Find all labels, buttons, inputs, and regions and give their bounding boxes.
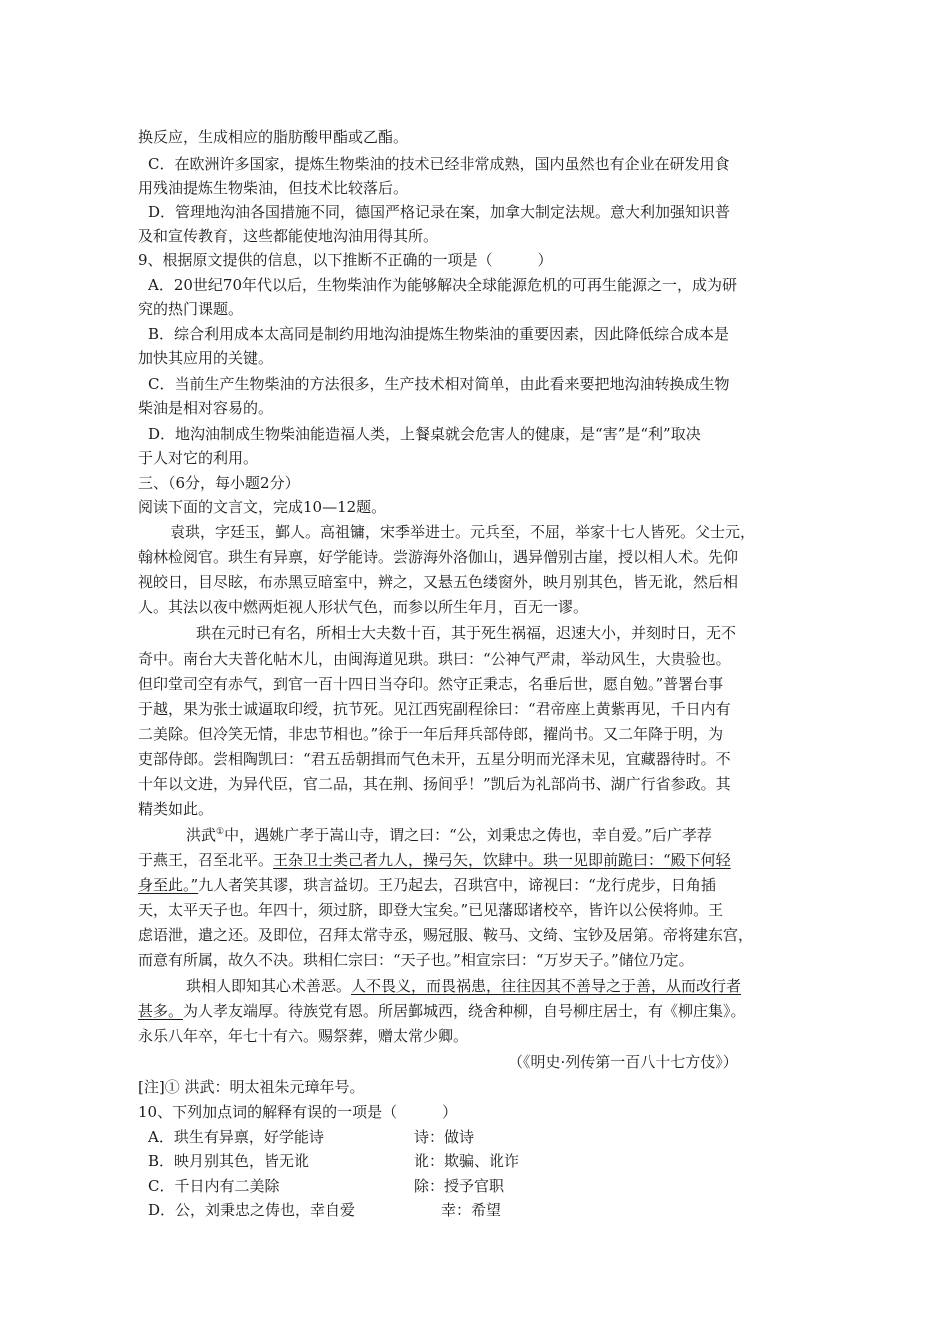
- underlined-sentence: 王杂卫士类己者九人，操弓矢，饮肆中。珙一见即前跪曰：“殿下何轻: [273, 851, 731, 869]
- passage-text: 于燕王，召至北平。: [138, 851, 274, 869]
- option-d-line: D．管理地沟油各国措施不同，德国严格记录在案，加拿大制定法规。意大利加强知识普: [148, 203, 731, 221]
- passage-text: 九人者笑其谬，珙言益切。王乃起去，召珙宫中，谛视曰：“龙行虎步，日角插: [198, 876, 716, 894]
- q9-option-b: B．综合利用成本太高同是制约用地沟油提炼生物柴油的重要因素，因此降低综合成本是: [148, 325, 730, 343]
- passage-line: 永乐八年卒，年七十有六。赐祭葬，赠太常少卿。: [138, 1027, 469, 1045]
- passage-line: 奇中。南台大夫普化帖木儿，由闽海道见珙。珙曰：“公神气严肃，举动风生，大贵验也。: [138, 650, 731, 668]
- passage-line: 人。其法以夜中燃两炬视人形状气色，而参以所生年月，百无一谬。: [138, 598, 589, 616]
- reading-instruction: 阅读下面的文言文，完成10—12题。: [138, 498, 387, 516]
- section-heading: 三、（6分，每小题2分）: [138, 474, 300, 492]
- q10-option-a-gloss: 诗：做诗: [414, 1128, 475, 1146]
- text-line: 于人对它的利用。: [138, 449, 259, 467]
- passage-text: 为人孝友端厚。待族党有恩。所居鄞城西，绕舍种柳，自号柳庄居士，有《柳庄集》。: [183, 1002, 746, 1020]
- passage-line: [186, 824, 712, 846]
- q9-option-d: D．地沟油制成生物柴油能造福人类，上餐桌就会危害人的健康，是“害”是“利”取决: [148, 425, 701, 443]
- passage-text: 珙相人即知其心术善恶。: [186, 977, 352, 995]
- q10-option-c: C．千日内有二美除: [148, 1177, 280, 1195]
- passage-line: [138, 1000, 746, 1022]
- q10-option-c-gloss: 除：授予官职: [414, 1177, 505, 1195]
- passage-line: 袁珙，字廷玉，鄞人。高祖镛，宋季举进士。元兵至，不屈，举家十七人皆死。父士元，: [170, 523, 756, 541]
- passage-line: 吏部侍郎。尝相陶凯曰：“君五岳朝揖而气色未开，五星分明而光泽未见，宜藏器待时。不: [138, 750, 731, 768]
- q10-option-d: D．公，刘秉忠之俦也，幸自爱: [148, 1201, 356, 1219]
- q9-option-c: C．当前生产生物柴油的方法很多，生产技术相对简单，由此看来要把地沟油转换成生物: [148, 375, 730, 393]
- passage-line: 而意有所属，故久不决。珙相仁宗曰：“天子也。”相宣宗曰：“万岁天子。”储位乃定。: [138, 951, 694, 969]
- passage-line: 天，太平天子也。年四十，须过脐，即登大宝矣。”已见藩邸诸校卒，皆许以公侯将帅。王: [138, 901, 724, 919]
- footnote-marker: ①: [216, 827, 225, 837]
- hongwu-term: 洪武: [186, 826, 217, 844]
- text-line: 用残油提炼生物柴油，但技术比较落后。: [138, 179, 409, 197]
- passage-line: 精类如此。: [138, 800, 214, 818]
- passage-line: 视皎日，目尽眩，布赤黑豆暗室中，辨之，又悬五色缕窗外，映月别其色，皆无讹，然后相: [138, 573, 739, 591]
- option-c-line: C．在欧洲许多国家，提炼生物柴油的技术已经非常成熟，国内虽然也有企业在研发用食: [148, 155, 730, 173]
- underlined-sentence: 身至此。”: [138, 876, 199, 894]
- footnote: [注]① 洪武：明太祖朱元璋年号。: [138, 1078, 365, 1096]
- passage-line: 十年以文进，为异代臣，官二品，其在荆、扬间乎！”凯后为礼部尚书、湖广行省参政。其: [138, 775, 731, 793]
- passage-line: [186, 975, 741, 997]
- text-line: 换反应，生成相应的脂肪酸甲酯或乙酯。: [138, 128, 409, 146]
- question-10-stem: 10、下列加点词的解释有误的一项是（ ）: [138, 1103, 458, 1121]
- source-citation: （《明史·列传第一百八十七方伎》）: [508, 1053, 738, 1071]
- passage-line: 珙在元时已有名，所相士大夫数十百，其于死生祸福，迟速大小，并刻时日，无不: [196, 624, 737, 642]
- text-line: 究的热门课题。: [138, 300, 244, 318]
- text-line: 柴油是相对容易的。: [138, 399, 274, 417]
- passage-line: [138, 849, 731, 871]
- passage-line: 于越，果为张士诚逼取印绶，抗节死。见江西宪副程徐曰：“君帝座上黄紫再见，千日内有: [138, 700, 731, 718]
- q10-option-d-gloss: 幸：希望: [441, 1201, 502, 1219]
- passage-text: 中，遇姚广孝于嵩山寺，谓之曰：“公，刘秉忠之俦也，幸自爱。”后广孝荐: [224, 826, 712, 844]
- underlined-sentence: 人不畏义，而畏祸患，往往因其不善导之于善，从而改行者: [351, 977, 742, 995]
- passage-line: 但印堂司空有赤气，到官一百十四日当夺印。然守正秉志，名垂后世，愿自勉。”普署台事: [138, 675, 724, 693]
- passage-line: 虑语泄，遣之还。及即位，召拜太常寺丞，赐冠服、鞍马、文绮、宝钞及居第。帝将建东宫，: [138, 926, 754, 944]
- passage-line: 翰林检阅官。珙生有异禀，好学能诗。尝游海外洛伽山，遇异僧别古崖，授以相人术。先仰: [138, 548, 739, 566]
- passage-line: [138, 874, 716, 896]
- passage-line: 二美除。但冷笑无情，非忠节相也。”徐于一年后拜兵部侍郎，擢尚书。又二年降于明，为: [138, 725, 724, 743]
- question-9-stem: 9、根据原文提供的信息，以下推断不正确的一项是（ ）: [138, 251, 553, 269]
- underlined-sentence: 甚多。: [138, 1002, 184, 1020]
- q10-option-b-gloss: 讹：欺骗、讹诈: [414, 1152, 520, 1170]
- q10-option-b: B．映月别其色，皆无讹: [148, 1152, 310, 1170]
- text-line: 加快其应用的关键。: [138, 349, 274, 367]
- q10-option-a: A．珙生有异禀，好学能诗: [148, 1128, 324, 1146]
- q9-option-a: A．20世纪70年代以后，生物柴油作为能够解决全球能源危机的可再生能源之一，成为研: [148, 276, 738, 294]
- text-line: 及和宣传教育，这些都能使地沟油用得其所。: [138, 227, 439, 245]
